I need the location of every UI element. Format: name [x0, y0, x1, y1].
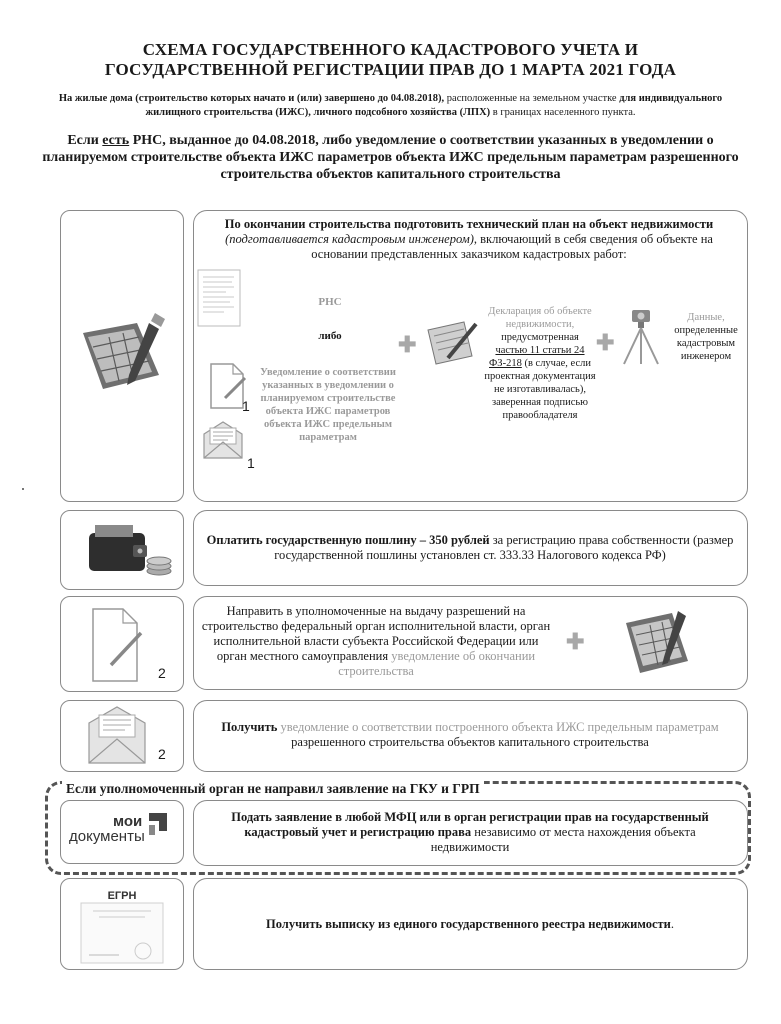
title-line-2: ГОСУДАРСТВЕННОЙ РЕГИСТРАЦИИ ПРАВ ДО 1 МАРТА 2021 ГОДА: [104, 60, 677, 79]
logo-moi-text: мои: [113, 813, 143, 830]
egrn-extract-icon: [79, 901, 165, 965]
subtitle-bold-1: На жилые дома (строительство которых начато и (или) завершено до 04.08.2018),: [58, 93, 445, 104]
step1-title-rest: , включающий в себя сведения об объекте на основании представленных заказчиком кадастровых работ:: [311, 232, 713, 261]
libo-label: либо: [318, 330, 342, 342]
scan-speck: [22, 488, 24, 490]
step1-title-bold: По окончании строительства подготовить технический план на объект недвижимости: [224, 217, 714, 231]
step3-main: Направить в уполномоченные на выдачу разрешений на строительство федеральный орган исполнительной власти, орган исполнительной власти субъекта Российской Федерации или орган местного самоуправления: [201, 604, 551, 663]
step6-period: .: [670, 917, 674, 931]
egrn-label: ЕГРН: [107, 890, 137, 902]
mfc-logo-icon: [145, 811, 171, 837]
declaration-rest-1: предусмотренная: [501, 332, 579, 343]
step5-bold: Подать заявление в любой МФЦ или в орган регистрации прав на государственный кадастровый учет и регистрацию права: [231, 810, 709, 839]
condition-underlined: есть: [102, 133, 130, 148]
surveyor-data-text: [664, 311, 748, 363]
title-line-1: СХЕМА ГОСУДАРСТВЕННОГО КАДАСТРОВОГО УЧЕТА И: [142, 40, 639, 59]
step4-text: [205, 720, 735, 750]
plus-icon-2: ✚: [596, 330, 615, 355]
wallet-coins-icon: [61, 511, 183, 589]
condition-text: [30, 132, 751, 183]
step5-rest: независимо от места нахождения объекта недвижимости: [430, 825, 696, 854]
surveyor-tripod-icon: [618, 306, 666, 366]
step4-grey: уведомление о соответствии построенного объекта ИЖС предельным параметрам: [277, 720, 719, 734]
step2-icon-box: [60, 510, 184, 590]
step2-text: [205, 533, 735, 563]
badge-2b: 2: [158, 746, 166, 762]
step6-text: [205, 917, 735, 932]
badge-2a: 2: [158, 665, 166, 681]
step2-bold: Оплатить государственную пошлину – 350 рублей: [206, 533, 490, 547]
step1-title: [210, 217, 728, 262]
step4-rest: разрешенного строительства объектов капитального строительства: [291, 735, 649, 749]
badge-1b: 1: [247, 455, 255, 471]
subtitle-bold-2: для индивидуального жилищного строительства (ИЖС), личного подсобного хозяйства (ЛПХ): [145, 93, 723, 118]
declaration-law-link[interactable]: частью 11 статьи 24 ФЗ-218: [489, 345, 585, 369]
envelope-icon: [200, 420, 246, 460]
step6-icon-box: [60, 878, 184, 970]
notice-text: Уведомление о соответствии указанных в уведомлении о планируемом строительстве объекта ИЖС параметров объекта ИЖС предельным параметрам: [260, 367, 396, 443]
step2-rest: за регистрацию права собственности (размер государственной пошлины установлен ст. 333.33 Налогового кодекса РФ): [274, 533, 734, 562]
step4-bold: Получить: [221, 720, 278, 734]
declaration-text: [484, 305, 596, 422]
declaration-pen-icon: [424, 318, 480, 368]
page-title: [20, 40, 761, 80]
logo-documents-text: документы: [69, 828, 145, 845]
step5-text: [210, 810, 730, 855]
rns-document-icon: [196, 268, 244, 328]
subtitle: [30, 92, 751, 120]
step6-bold: Получить выписку из единого государственного реестра недвижимости: [266, 917, 671, 931]
step1-title-italic: (подготавливается кадастровым инженером): [225, 232, 474, 246]
step5-logo-box: [60, 800, 184, 864]
surveyor-data-rest: определенные кадастровым инженером: [674, 325, 738, 362]
step1-icon-box: [60, 210, 184, 502]
declaration-grey: Декларация об объекте недвижимости,: [488, 306, 592, 330]
rns-label: РНС: [318, 296, 342, 308]
map-pencil-icon: [61, 211, 183, 501]
surveyor-data-grey: Данные,: [687, 312, 725, 323]
badge-1a: 1: [242, 398, 250, 414]
step3-grey: уведомление об окончании строительства: [338, 649, 536, 678]
step3-text: [200, 604, 552, 679]
subtitle-normal-2: в границах населенного пункта.: [490, 107, 636, 118]
plus-icon-1: ✚: [398, 332, 417, 357]
plus-icon-3: ✚: [566, 629, 585, 654]
condition-prefix: Если: [67, 133, 103, 148]
declaration-rest-2: (в случае, если проектная документация не изготавливалась), заверенная подписью правообладателя: [484, 358, 596, 421]
condition-rest: РНС, выданное до 04.08.2018, либо уведомление о соответствии указанных в уведомлении о планируемом строительстве объекта ИЖС параметров объекта ИЖС предельным параметрам разрешенного строительства объектов капитального строительства: [42, 133, 739, 182]
mfc-condition-label: Если уполномоченный орган не направил заявление на ГКУ и ГРП: [62, 781, 484, 797]
subtitle-normal-1: расположенные на земельном участке: [444, 93, 620, 104]
map-pencil-icon-2: [622, 607, 692, 677]
